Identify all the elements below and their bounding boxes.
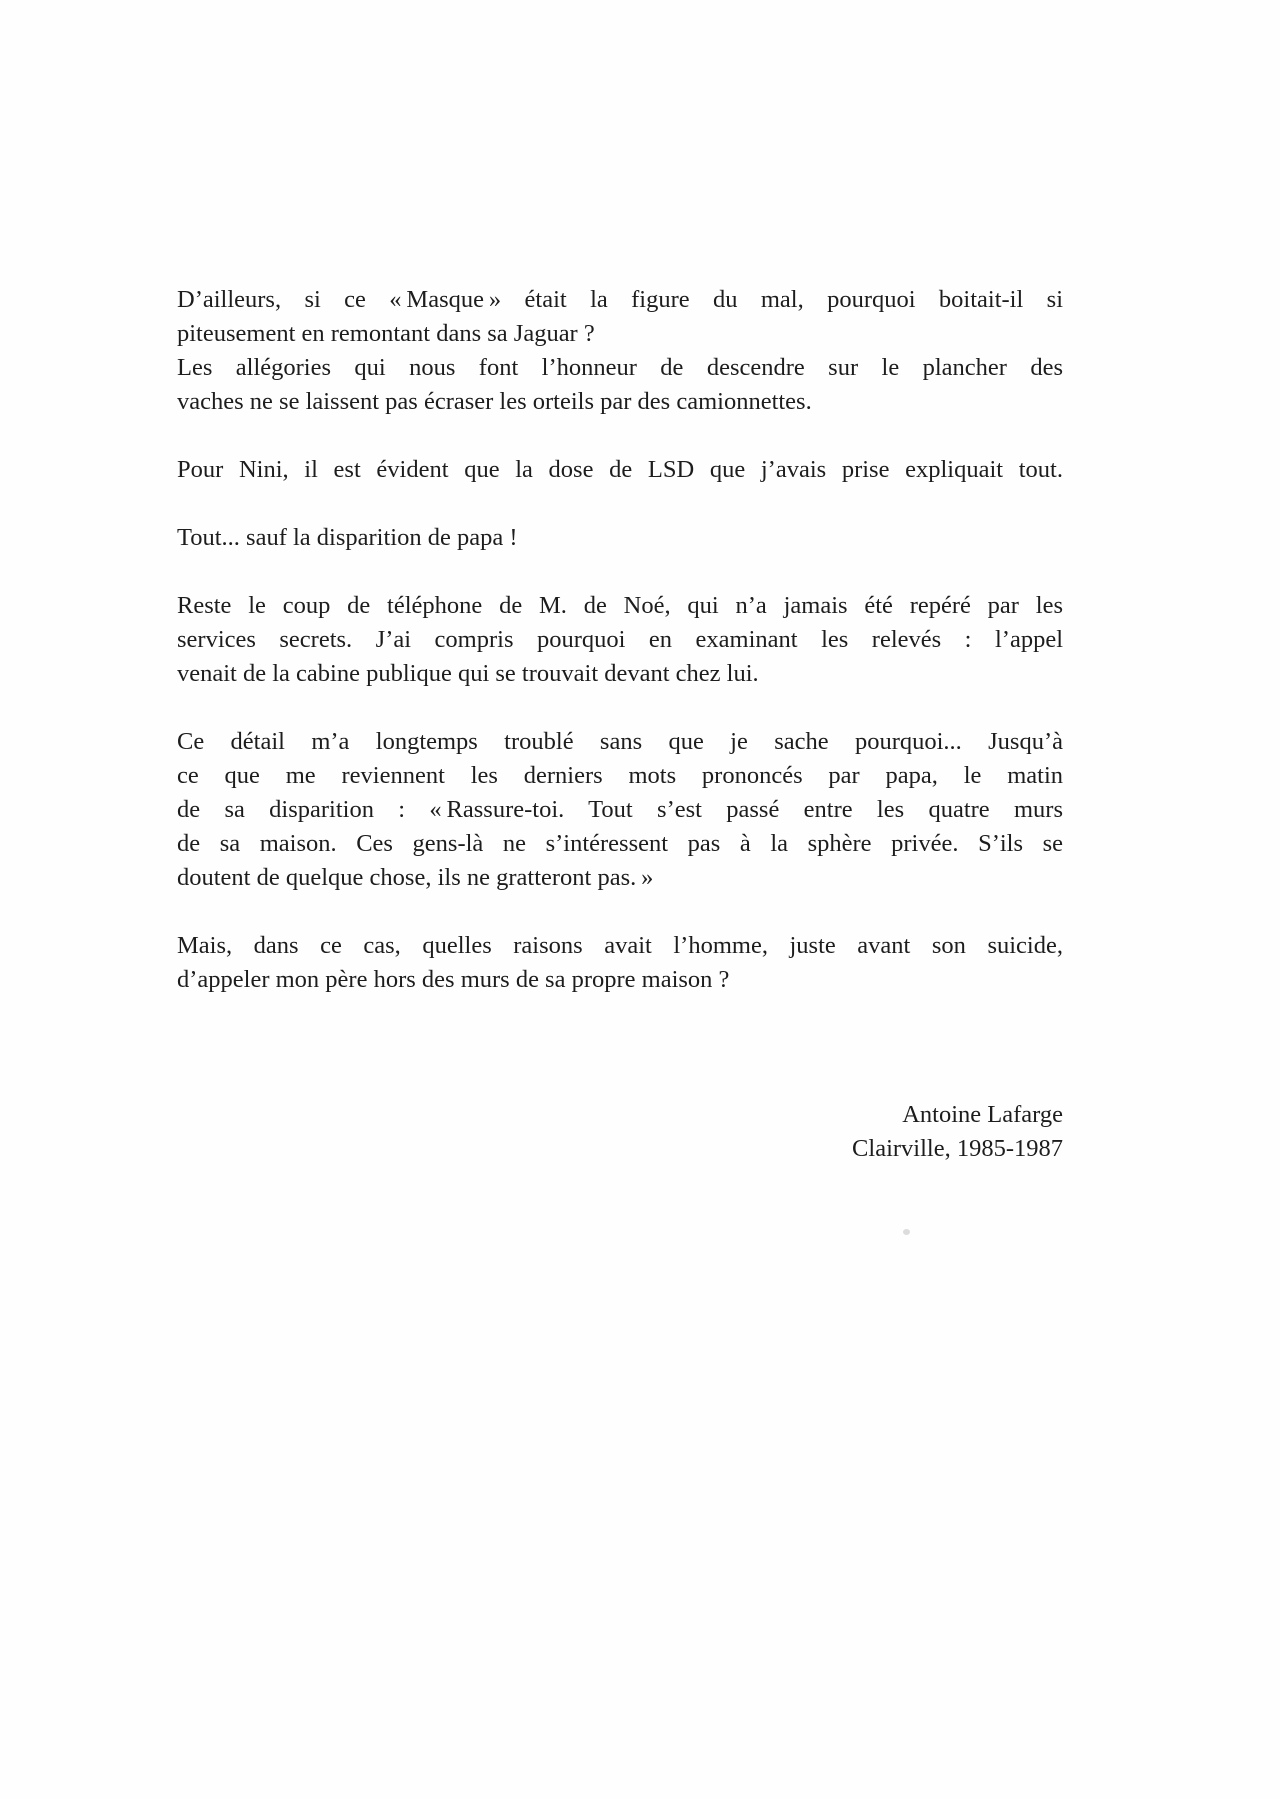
text-line: venait de la cabine publique qui se trouvait devant chez lui.: [177, 660, 759, 687]
scan-speck: [903, 1229, 910, 1235]
text-line: de sa maison. Ces gens-là ne s’intéressent pas à la sphère privée. S’ils se: [177, 830, 1063, 857]
text-line: D’ailleurs, si ce « Masque » était la figure du mal, pourquoi boitait-il si: [177, 286, 1063, 313]
body-text: [177, 283, 1063, 1166]
author-name: Antoine Lafarge: [902, 1101, 1063, 1128]
text-line: Mais, dans ce cas, quelles raisons avait l’homme, juste avant son suicide,: [177, 932, 1063, 959]
text-line: d’appeler mon père hors des murs de sa propre maison ?: [177, 966, 730, 993]
text-line: services secrets. J’ai compris pourquoi en examinant les relevés : l’appel: [177, 626, 1063, 653]
text-line: Reste le coup de téléphone de M. de Noé, qui n’a jamais été repéré par les: [177, 592, 1063, 619]
text-line: Les allégories qui nous font l’honneur de descendre sur le plancher des: [177, 354, 1063, 381]
text-line: Ce détail m’a longtemps troublé sans que je sache pourquoi... Jusqu’à: [177, 728, 1063, 755]
place-and-dates: Clairville, 1985-1987: [852, 1135, 1063, 1162]
text-line: piteusement en remontant dans sa Jaguar ?: [177, 320, 595, 347]
text-line: ce que me reviennent les derniers mots prononcés par papa, le matin: [177, 762, 1063, 789]
text-line: doutent de quelque chose, ils ne gratteront pas. »: [177, 864, 654, 891]
text-line: de sa disparition : « Rassure-toi. Tout s’est passé entre les quatre murs: [177, 796, 1063, 823]
signature-block: [177, 1098, 1063, 1166]
text-line: Tout... sauf la disparition de papa !: [177, 524, 518, 551]
text-line: vaches ne se laissent pas écraser les orteils par des camionnettes.: [177, 388, 812, 415]
text-line: Pour Nini, il est évident que la dose de LSD que j’avais prise expliquait tout.: [177, 456, 1063, 483]
